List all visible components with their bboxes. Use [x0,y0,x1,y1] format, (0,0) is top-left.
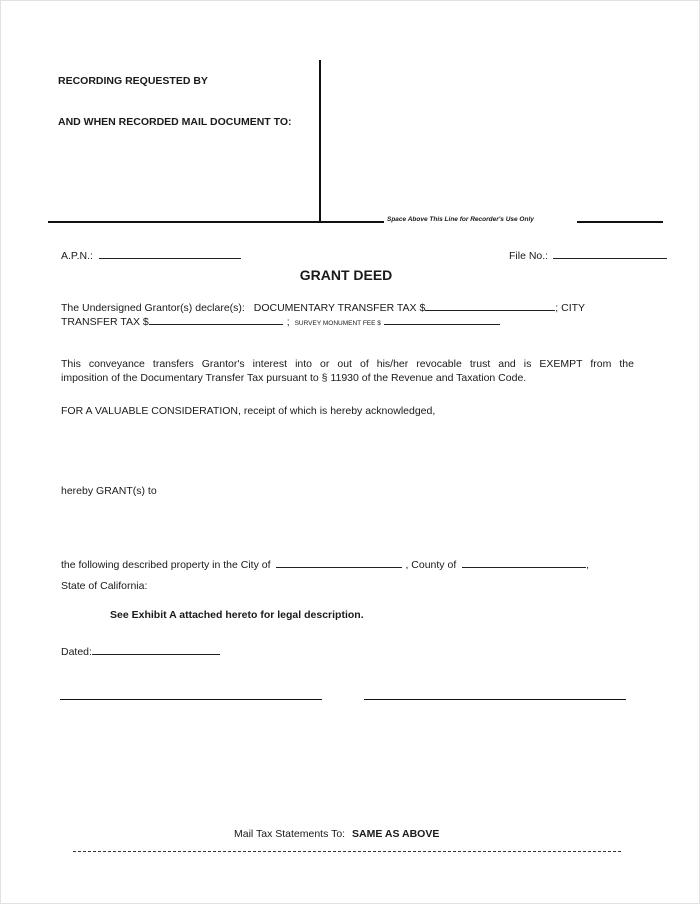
apn-field [61,248,241,263]
recorder-line-right [577,221,663,223]
apn-label: A.P.N.: [61,250,93,262]
file-no-blank[interactable] [553,248,667,259]
declaration-intro: The Undersigned Grantor(s) declare(s): [61,302,245,314]
recorder-line-left [48,221,384,223]
declaration-line-1 [61,300,585,315]
mail-tax-label: Mail Tax Statements To: [234,828,346,840]
mail-tax-value: SAME AS ABOVE [352,828,440,840]
signature-line-right[interactable] [364,699,626,700]
transfer-tax-label: TRANSFER TAX $ [61,316,149,328]
property-comma: , [586,559,590,571]
dated-label: Dated: [61,646,92,658]
documentary-transfer-tax-blank[interactable] [425,300,555,311]
apn-blank[interactable] [99,248,241,259]
city-blank[interactable] [276,557,402,568]
city-separator: ; CITY [555,302,586,314]
recorder-space-note: Space Above This Line for Recorder's Use Only [387,216,534,223]
county-blank[interactable] [462,557,586,568]
documentary-transfer-tax-label: DOCUMENTARY TRANSFER TAX $ [253,302,426,314]
dated-field [61,644,220,659]
file-no-label: File No.: [509,250,549,262]
page-title: GRANT DEED [299,267,393,283]
survey-monument-fee-blank[interactable] [384,314,500,325]
state-of-california: State of California: [61,580,148,592]
footer-dashed-rule [73,851,621,852]
property-described-label: the following described property in the City of [61,559,271,571]
property-line [61,557,589,572]
dated-blank[interactable] [92,644,220,655]
consideration-text: FOR A VALUABLE CONSIDERATION, receipt of which is hereby acknowledged, [61,405,436,417]
exhibit-note: See Exhibit A attached hereto for legal description. [110,609,364,621]
mail-document-to: AND WHEN RECORDED MAIL DOCUMENT TO: [58,116,292,128]
declaration-line-2 [61,314,500,331]
signature-line-left[interactable] [60,699,322,700]
survey-monument-fee-label: SURVEY MONUMENT FEE $ [294,320,381,327]
file-no-field [509,248,667,263]
recording-requested-by: RECORDING REQUESTED BY [58,75,208,87]
mail-tax-statements [234,827,439,841]
county-label: , County of [405,559,457,571]
header-divider-vertical [319,60,321,223]
exempt-line-1: This conveyance transfers Grantor's interest into or out of his/her revocable trust and is EXEMPT from the [61,358,634,370]
transfer-tax-blank[interactable] [149,314,283,325]
exempt-line-2: imposition of the Documentary Transfer Tax pursuant to § 11930 of the Revenue and Taxation Code. [61,372,527,384]
grant-text: hereby GRANT(s) to [61,485,157,497]
survey-separator: ; [286,316,290,328]
